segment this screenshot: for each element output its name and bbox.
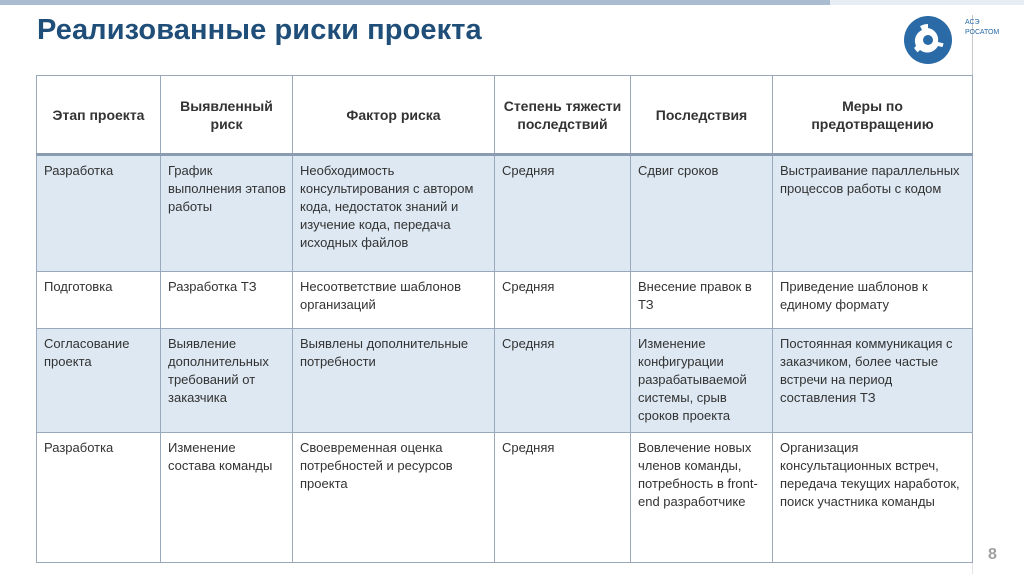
table-cell: Согласование проекта bbox=[37, 329, 161, 433]
table-cell: График выполнения этапов работы bbox=[161, 155, 293, 272]
table-row bbox=[37, 155, 973, 272]
risks-table bbox=[36, 75, 973, 563]
table-cell: Изменение конфигурации разрабатываемой системы, срыв сроков проекта bbox=[631, 329, 773, 433]
brand-line-1: АСЭ bbox=[965, 19, 980, 26]
slide-title: Реализованные риски проекта bbox=[37, 14, 482, 46]
table-cell: Подготовка bbox=[37, 272, 161, 329]
table-cell: Средняя bbox=[495, 155, 631, 272]
table-cell: Несоответствие шаблонов организаций bbox=[293, 272, 495, 329]
table-row bbox=[37, 329, 973, 433]
page-number: 8 bbox=[988, 546, 997, 563]
col-header-identified-risk: Выявленный риск bbox=[161, 76, 293, 155]
table-cell: Организация консультационных встреч, передача текущих наработок, поиск участника команды bbox=[773, 433, 973, 563]
table-cell: Разработка ТЗ bbox=[161, 272, 293, 329]
col-header-consequences: Последствия bbox=[631, 76, 773, 155]
table-cell: Постоянная коммуникация с заказчиком, более частые встречи на период составления ТЗ bbox=[773, 329, 973, 433]
table-cell: Необходимость консультирования с автором кода, недостаток знаний и изучение кода, передача исходных файлов bbox=[293, 155, 495, 272]
table-cell: Средняя bbox=[495, 272, 631, 329]
table-cell: Средняя bbox=[495, 433, 631, 563]
col-header-stage: Этап проекта bbox=[37, 76, 161, 155]
table-cell: Приведение шаблонов к единому формату bbox=[773, 272, 973, 329]
table-cell: Вовлечение новых членов команды, потребность в front-end разработчике bbox=[631, 433, 773, 563]
table-row bbox=[37, 272, 973, 329]
table-cell: Внесение правок в ТЗ bbox=[631, 272, 773, 329]
table-cell: Разработка bbox=[37, 155, 161, 272]
col-header-prevention: Меры по предотвращению bbox=[773, 76, 973, 155]
col-header-severity: Степень тяжести последствий bbox=[495, 76, 631, 155]
table-header-row bbox=[37, 76, 973, 155]
table-row bbox=[37, 433, 973, 563]
brand-line-2: РОСАТОМ bbox=[965, 29, 1000, 36]
table-cell: Выстраивание параллельных процессов работы с кодом bbox=[773, 155, 973, 272]
table-cell: Разработка bbox=[37, 433, 161, 563]
brand-text bbox=[965, 18, 999, 38]
table-cell: Выявление дополнительных требований от заказчика bbox=[161, 329, 293, 433]
table-cell: Сдвиг сроков bbox=[631, 155, 773, 272]
table-cell: Средняя bbox=[495, 329, 631, 433]
col-header-risk-factor: Фактор риска bbox=[293, 76, 495, 155]
top-accent-bar-light bbox=[830, 0, 1024, 5]
top-accent-bar bbox=[0, 0, 830, 5]
table-cell: Выявлены дополнительные потребности bbox=[293, 329, 495, 433]
table-cell: Своевременная оценка потребностей и ресурсов проекта bbox=[293, 433, 495, 563]
table-cell: Изменение состава команды bbox=[161, 433, 293, 563]
rosatom-logo-icon bbox=[902, 14, 954, 66]
